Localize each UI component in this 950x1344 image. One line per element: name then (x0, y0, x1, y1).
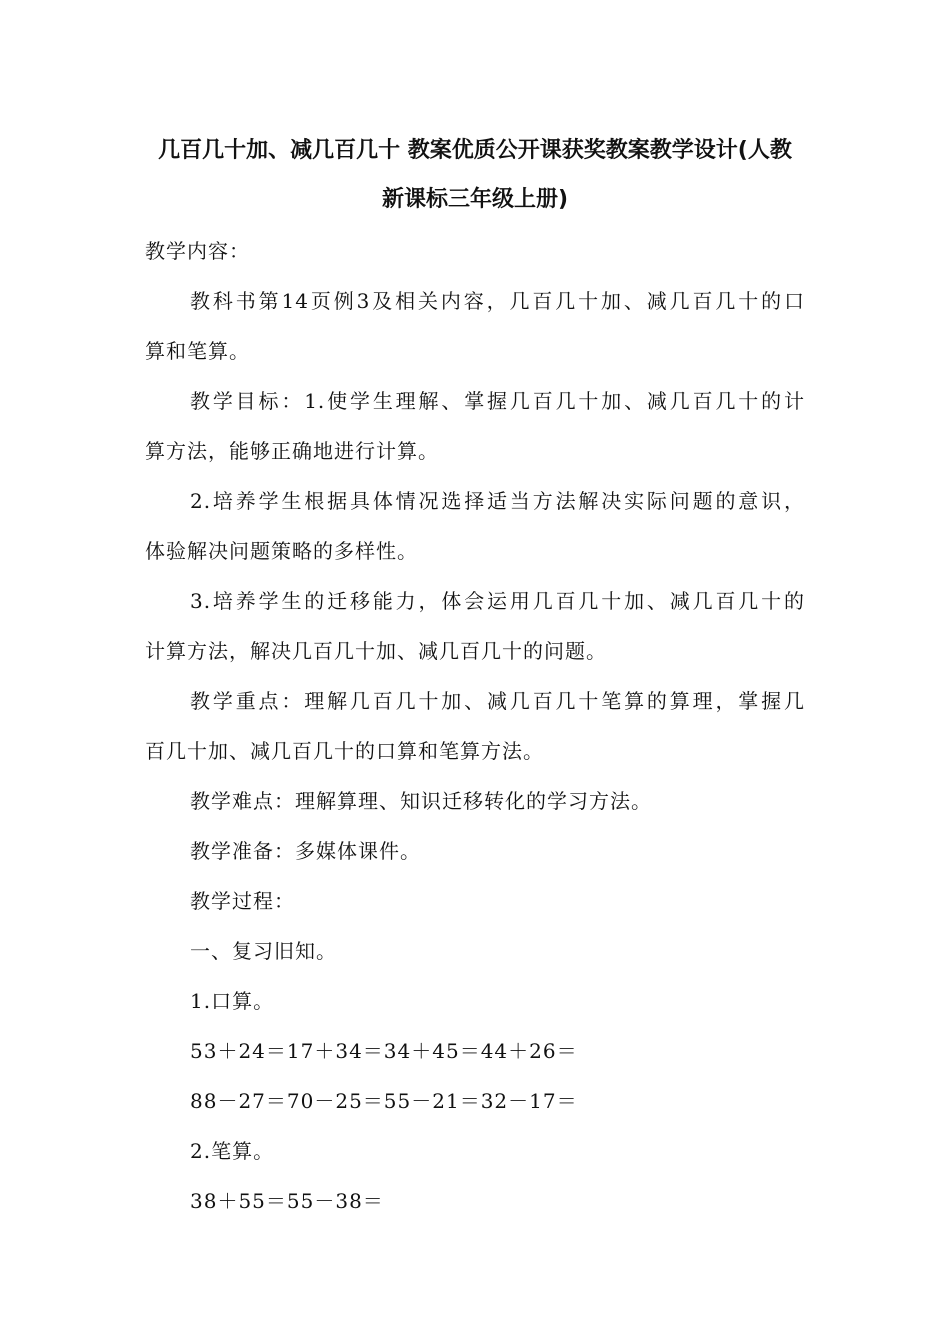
paragraph-line: 算方法，能够正确地进行计算。 (145, 439, 439, 463)
paragraph-line: 教学目标：1.使学生理解、掌握几百几十加、减几百几十的计 (190, 389, 805, 413)
paragraph-line: 教学重点：理解几百几十加、减几百几十笔算的算理，掌握几 (190, 689, 805, 713)
paragraph-line: 百几十加、减几百几十的口算和笔算方法。 (145, 739, 544, 763)
section-heading-content: 教学内容： (145, 239, 250, 263)
paragraph-line: 体验解决问题策略的多样性。 (145, 539, 418, 563)
paragraph-line: 教学准备：多媒体课件。 (190, 839, 421, 863)
paragraph-line: 2.笔算。 (190, 1139, 275, 1163)
math-expression-line: 88－27＝70－25＝55－21＝32－17＝ (190, 1089, 578, 1113)
paragraph-line: 教科书第14页例3及相关内容，几百几十加、减几百几十的口 (190, 289, 805, 313)
paragraph-line: 教学难点：理解算理、知识迁移转化的学习方法。 (190, 789, 652, 813)
paragraph-line: 教学过程： (190, 889, 295, 913)
paragraph-line: 一、复习旧知。 (190, 939, 337, 963)
paragraph-line: 2.培养学生根据具体情况选择适当方法解决实际问题的意识， (190, 489, 805, 513)
paragraph-line: 算和笔算。 (145, 339, 250, 363)
paragraph-line: 1.口算。 (190, 989, 275, 1013)
paragraph-line: 计算方法，解决几百几十加、减几百几十的问题。 (145, 639, 607, 663)
math-expression-line: 53＋24＝17＋34＝34＋45＝44＋26＝ (190, 1039, 578, 1063)
paragraph-line: 3.培养学生的迁移能力，体会运用几百几十加、减几百几十的 (190, 589, 805, 613)
math-expression-line: 38＋55＝55－38＝ (190, 1189, 384, 1213)
document-title-line-2: 新课标三年级上册) (381, 187, 569, 212)
document-title-line-1: 几百几十加、减几百几十 教案优质公开课获奖教案教学设计(人教 (158, 138, 792, 163)
